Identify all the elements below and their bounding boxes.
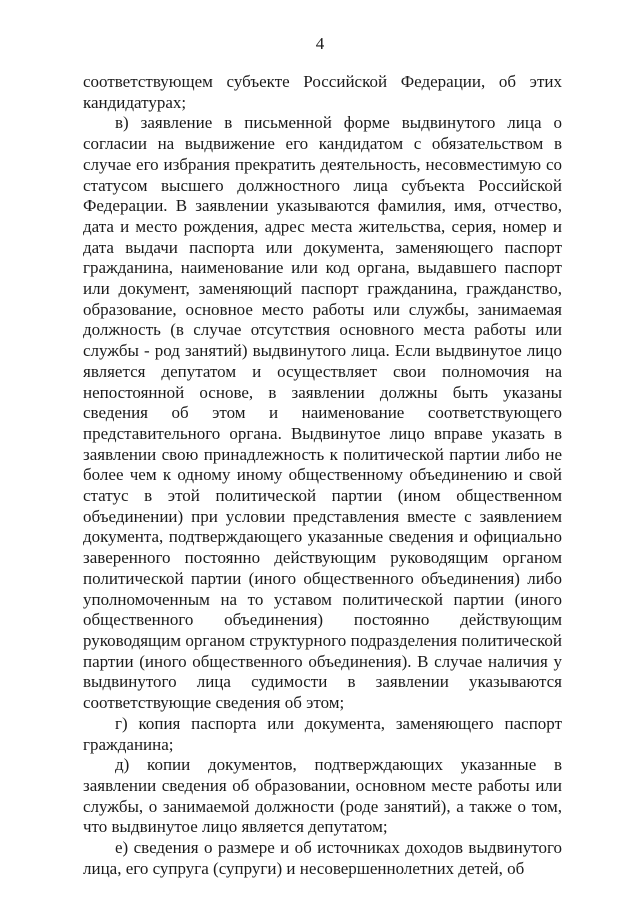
paragraph-item-g: г) копия паспорта или документа, заменяющего паспорт гражданина; [83,713,562,754]
paragraph-continuation: соответствующем субъекте Российской Федерации, об этих кандидатурах; [83,72,562,112]
paragraph-item-d: д) копии документов, подтверждающих указанные в заявлении сведения об образовании, основном месте работы или службы, о занимаемой должности (роде занятий), а также о том, что выдвинутое лицо является депутатом; [83,755,562,837]
page-number: 4 [315,34,325,53]
document-body [83,72,562,879]
paragraph-item-e: е) сведения о размере и об источниках доходов выдвинутого лица, его супруга (супруги) и несовершеннолетних детей, об [83,838,562,878]
paragraph-item-v: в) заявление в письменной форме выдвинутого лица о согласии на выдвижение его кандидатом с обязательством в случае его избрания прекратить деятельность, несовместимую со статусом высшего должностного лица субъекта Российской Федерации. В заявлении указываются фамилия, имя, отчество, дата и место рождения, адрес места жительства, серия, номер и дата выдачи паспорта или документа, заменяющего паспорт гражданина, наименование или код органа, выдавшего паспорт или документ, заменяющий паспорт гражданина, гражданство, образование, основное место работы или службы, занимаемая должность (в случае отсутствия основного места работы или службы - род занятий) выдвинутого лица. Если выдвинутое лицо является депутатом и осуществляет свои полномочия на непостоянной основе, в заявлении должны быть указаны сведения об этом и наименование соответствующего представительного органа. Выдвинутое лицо вправе указать в заявлении свою принадлежность к политической партии либо не более чем к одному иному общественному объединению и свой статус в этой политической партии (ином общественном объединении) при условии представления вместе с заявлением документа, подтверждающего указанные сведения и официально заверенного постоянно действующим руководящим органом политической партии (иного общественного объединения) либо уполномоченным на то уставом политической партии (иного общественного объединения) постоянно действующим руководящим органом структурного подразделения политической партии (иного общественного объединения). В случае наличия у выдвинутого лица судимости в заявлении указываются соответствующие сведения об этом; [83,113,562,713]
